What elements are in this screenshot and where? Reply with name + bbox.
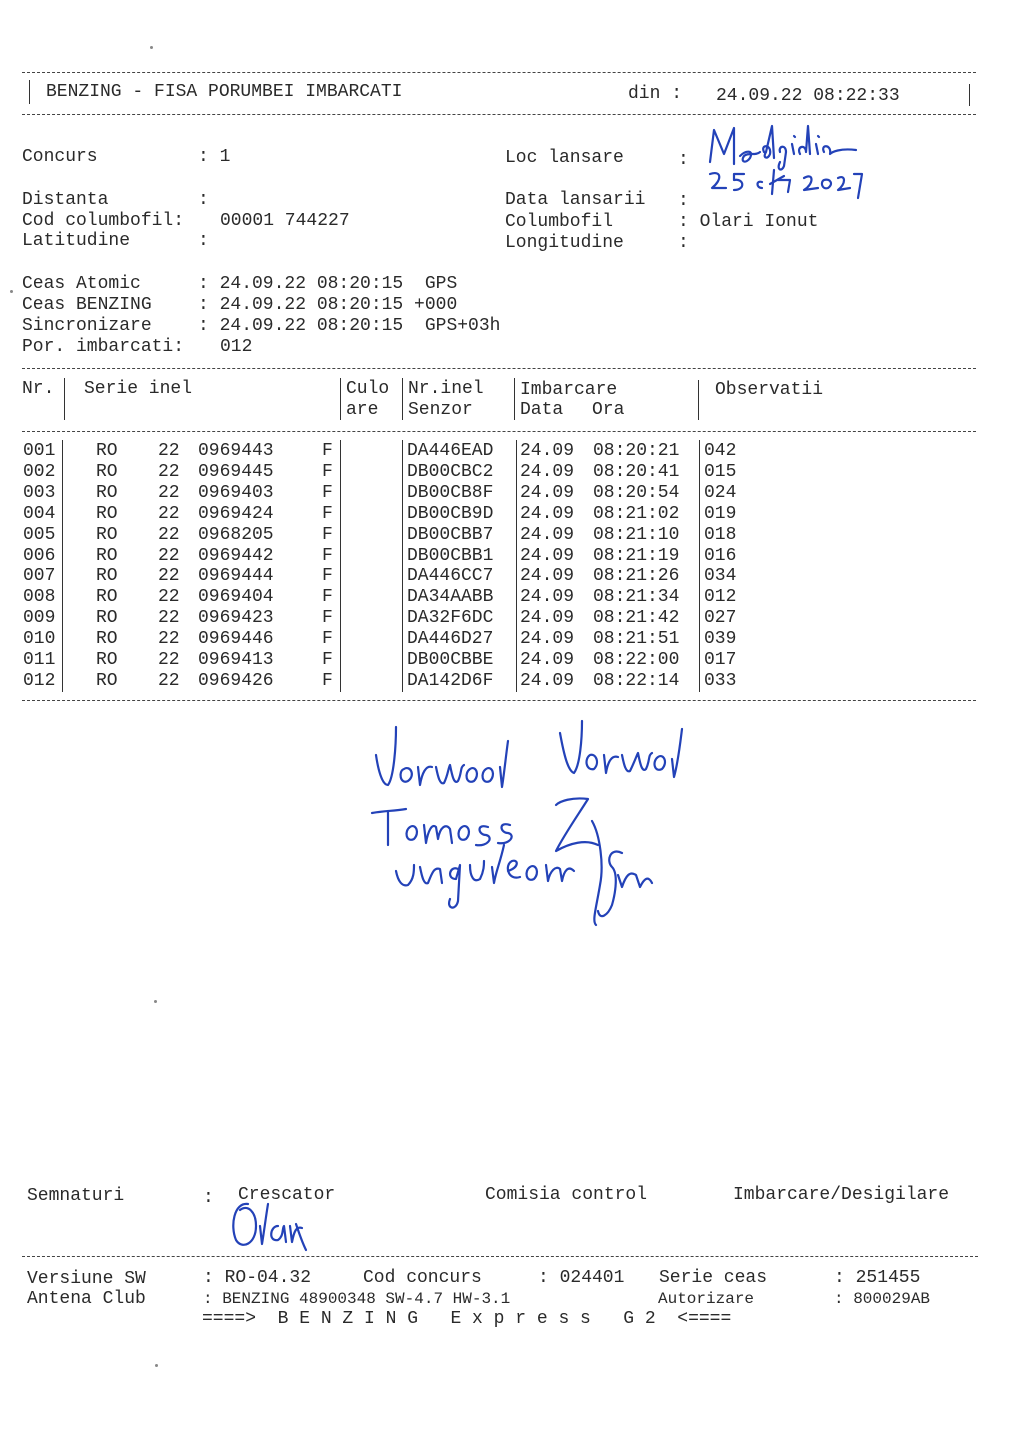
col-header-senzor: Senzor [408, 400, 473, 420]
cell-data: 24.09 [520, 545, 575, 566]
cell-senzor: DB00CB8F [407, 482, 494, 503]
ceas-atomic-value: : 24.09.22 08:20:15 GPS [198, 274, 458, 294]
cell-sex: F [322, 608, 333, 629]
loc-lansare-label: Loc lansare [505, 148, 624, 168]
cell-ora: 08:21:19 [593, 545, 680, 566]
scan-speck [154, 1000, 157, 1003]
cell-serie: 0968205 [198, 524, 274, 545]
antena-club-label: Antena Club [27, 1289, 146, 1309]
scan-speck [155, 1364, 158, 1367]
row-divider-culoare [340, 440, 341, 692]
cell-serie: 0969444 [198, 566, 274, 587]
cell-sex: F [322, 629, 333, 650]
cell-nr: 001 [23, 441, 56, 461]
columbofil-label: Columbofil [505, 212, 614, 232]
cell-nr: 007 [23, 566, 56, 587]
col-header-serie-inel: Serie inel [84, 379, 193, 399]
device-brand-line: ====> B E N Z I N G E x p r e s s G 2 <==== [202, 1309, 732, 1329]
cell-data: 24.09 [520, 482, 575, 503]
cell-nr: 004 [23, 503, 56, 524]
cell-nr: 008 [23, 587, 56, 608]
cell-sex: F [322, 650, 333, 670]
col-divider [698, 380, 699, 420]
versiune-sw-label: Versiune SW [27, 1269, 146, 1289]
ceas-atomic-label: Ceas Atomic [22, 274, 141, 294]
cell-observatii: 024 [704, 482, 737, 503]
cell-ora: 08:21:42 [593, 608, 680, 629]
cell-sex: F [322, 461, 333, 482]
cell-data: 24.09 [520, 608, 575, 629]
col-divider [514, 378, 515, 420]
columbofil-value: : Olari Ionut [678, 212, 819, 232]
cell-tara: RO [96, 545, 118, 566]
cell-data: 24.09 [520, 629, 575, 650]
cell-sex: F [322, 566, 333, 587]
col-divider [64, 378, 65, 420]
cell-an: 22 [158, 587, 180, 608]
cell-an: 22 [158, 650, 180, 670]
cell-serie: 0969403 [198, 482, 274, 503]
cell-tara: RO [96, 650, 118, 670]
cell-observatii: 015 [704, 461, 737, 482]
scan-speck [10, 290, 13, 293]
cell-nr: 005 [23, 524, 56, 545]
row-divider-culoare-end [402, 440, 403, 692]
ceas-benzing-label: Ceas BENZING [22, 295, 152, 315]
table-top-rule [22, 368, 976, 369]
col-header-culoare-2: are [346, 400, 379, 420]
commission-signatures [360, 715, 700, 930]
cell-sex: F [322, 441, 333, 461]
signature-tomoss-initial [556, 798, 602, 925]
crescator-label: Crescator [238, 1185, 336, 1205]
cell-tara: RO [96, 482, 118, 503]
imbarcare-desigilare-label: Imbarcare/Desigilare [733, 1185, 950, 1205]
latitudine-label: Latitudine [22, 231, 131, 251]
cell-sex: F [322, 482, 333, 503]
cell-observatii: 018 [704, 524, 737, 545]
col-header-culoare: Culo [346, 379, 390, 399]
cell-data: 24.09 [520, 524, 575, 545]
autorizare-label: Autorizare [658, 1290, 755, 1308]
cell-senzor: DB00CBBE [407, 650, 494, 670]
cell-sex: F [322, 670, 333, 691]
sincronizare-value: : 24.09.22 08:20:15 GPS+03h [198, 316, 501, 336]
cell-serie: 0969445 [198, 461, 274, 482]
row-divider-ora [699, 440, 700, 692]
cell-ora: 08:21:26 [593, 566, 680, 587]
longitudine-label: Longitudine [505, 233, 624, 253]
cell-senzor: DA34AABB [407, 587, 494, 608]
cell-serie: 0969426 [198, 670, 274, 691]
cod-concurs-value: : 024401 [538, 1268, 625, 1288]
cell-an: 22 [158, 670, 180, 691]
cod-columbofil-value: 00001 744227 [220, 211, 350, 231]
cell-senzor: DB00CBB1 [407, 545, 494, 566]
col-divider [402, 378, 403, 420]
cell-tara: RO [96, 670, 118, 691]
table-bottom-rule [22, 700, 976, 701]
loc-lansare-colon: : [678, 150, 689, 170]
serie-ceas-label: Serie ceas [659, 1268, 768, 1288]
cell-nr: 002 [23, 461, 56, 482]
print-date-value: 24.09.22 08:22:33 [716, 86, 900, 106]
autorizare-value: : 800029AB [834, 1290, 931, 1308]
cell-nr: 003 [23, 482, 56, 503]
cell-tara: RO [96, 503, 118, 524]
semnaturi-colon: : [203, 1188, 214, 1208]
cell-an: 22 [158, 545, 180, 566]
col-header-nr-inel: Nr.inel [408, 379, 484, 399]
cell-nr: 006 [23, 545, 56, 566]
cell-ora: 08:21:34 [593, 587, 680, 608]
cell-observatii: 017 [704, 650, 737, 670]
cell-ora: 08:20:54 [593, 482, 680, 503]
cell-senzor: DA32F6DC [407, 608, 494, 629]
cell-observatii: 019 [704, 503, 737, 524]
cod-concurs-label: Cod concurs [363, 1268, 482, 1288]
cell-an: 22 [158, 566, 180, 587]
sincronizare-label: Sincronizare [22, 316, 152, 336]
cell-senzor: DB00CBB7 [407, 524, 494, 545]
print-date-label: din : [628, 84, 683, 104]
header-bottom-rule [22, 114, 976, 115]
cell-ora: 08:20:21 [593, 441, 680, 461]
cell-tara: RO [96, 629, 118, 650]
distanta-label: Distanta [22, 190, 109, 210]
cell-serie: 0969442 [198, 545, 274, 566]
distanta-colon: : [198, 190, 209, 210]
por-imbarcati-label: Por. imbarcati: [22, 337, 185, 357]
cell-senzor: DA446CC7 [407, 566, 494, 587]
data-lansarii-colon: : [678, 191, 689, 211]
cell-sex: F [322, 587, 333, 608]
cell-serie: 0969443 [198, 441, 274, 461]
handwritten-loc-lansare [700, 122, 870, 212]
cell-sex: F [322, 503, 333, 524]
cell-serie: 0969404 [198, 587, 274, 608]
cell-observatii: 039 [704, 629, 737, 650]
cell-senzor: DB00CBC2 [407, 461, 494, 482]
concurs-value: : 1 [198, 147, 231, 167]
ceas-benzing-value: : 24.09.22 08:20:15 +000 [198, 295, 458, 315]
signature-tomoss [372, 809, 512, 845]
header-left-border [29, 80, 30, 104]
cell-data: 24.09 [520, 587, 575, 608]
cell-tara: RO [96, 524, 118, 545]
cell-tara: RO [96, 587, 118, 608]
row-divider-senzor [516, 440, 517, 692]
cell-an: 22 [158, 524, 180, 545]
cell-observatii: 033 [704, 670, 737, 691]
cell-tara: RO [96, 566, 118, 587]
footer-rule [22, 1256, 978, 1257]
cell-ora: 08:21:02 [593, 503, 680, 524]
versiune-sw-value: : RO-04.32 [203, 1268, 312, 1288]
cell-senzor: DA446D27 [407, 629, 494, 650]
cell-sex: F [322, 545, 333, 566]
cell-data: 24.09 [520, 461, 575, 482]
cell-sex: F [322, 524, 333, 545]
cell-data: 24.09 [520, 670, 575, 691]
cell-an: 22 [158, 608, 180, 629]
cell-ora: 08:22:14 [593, 670, 680, 691]
cell-an: 22 [158, 503, 180, 524]
longitudine-colon: : [678, 233, 689, 253]
col-header-observatii: Observatii [715, 380, 824, 400]
crescator-signature [226, 1196, 310, 1256]
data-lansarii-label: Data lansarii [505, 190, 646, 210]
cell-data: 24.09 [520, 441, 575, 461]
cell-serie: 0969424 [198, 503, 274, 524]
cell-observatii: 027 [704, 608, 737, 629]
cell-ora: 08:22:00 [593, 650, 680, 670]
concurs-label: Concurs [22, 147, 98, 167]
cell-observatii: 016 [704, 545, 737, 566]
col-header-nr: Nr. [22, 379, 55, 399]
signature-ungureanu-initial [598, 852, 652, 917]
cell-data: 24.09 [520, 503, 575, 524]
cell-nr: 010 [23, 629, 56, 650]
semnaturi-label: Semnaturi [27, 1186, 125, 1206]
cell-observatii: 042 [704, 441, 737, 461]
col-header-data: Data [520, 400, 564, 420]
cell-serie: 0969423 [198, 608, 274, 629]
cell-tara: RO [96, 461, 118, 482]
header-top-rule [22, 72, 976, 73]
col-header-imbarcare: Imbarcare [520, 380, 618, 400]
signature-vorvoor-2 [560, 721, 682, 777]
header-right-border [969, 84, 970, 106]
signature-ungureanu [396, 845, 574, 908]
signature-vorvoor-1 [376, 727, 508, 787]
cell-observatii: 034 [704, 566, 737, 587]
cell-ora: 08:21:10 [593, 524, 680, 545]
cell-an: 22 [158, 482, 180, 503]
antena-club-value: : BENZING 48900348 SW-4.7 HW-3.1 [203, 1290, 511, 1308]
cell-nr: 012 [23, 670, 56, 691]
cell-nr: 011 [23, 650, 56, 670]
scan-speck [150, 46, 153, 49]
cell-data: 24.09 [520, 566, 575, 587]
col-header-ora: Ora [592, 400, 625, 420]
table-header-rule [22, 431, 976, 432]
cell-ora: 08:21:51 [593, 629, 680, 650]
document-title: BENZING - FISA PORUMBEI IMBARCATI [46, 82, 403, 102]
cell-serie: 0969413 [198, 650, 274, 670]
cell-an: 22 [158, 629, 180, 650]
cell-senzor: DB00CB9D [407, 503, 494, 524]
cell-tara: RO [96, 441, 118, 461]
cell-senzor: DA142D6F [407, 670, 494, 691]
comisia-control-label: Comisia control [485, 1185, 648, 1205]
cell-an: 22 [158, 441, 180, 461]
cell-nr: 009 [23, 608, 56, 629]
cell-observatii: 012 [704, 587, 737, 608]
row-divider-nr [62, 440, 63, 692]
cell-ora: 08:20:41 [593, 461, 680, 482]
latitudine-colon: : [198, 231, 209, 251]
cell-an: 22 [158, 461, 180, 482]
cell-data: 24.09 [520, 650, 575, 670]
col-divider [340, 378, 341, 420]
cell-tara: RO [96, 608, 118, 629]
cod-columbofil-label: Cod columbofil: [22, 211, 185, 231]
por-imbarcati-value: 012 [220, 337, 253, 357]
serie-ceas-value: : 251455 [834, 1268, 921, 1288]
cell-senzor: DA446EAD [407, 441, 494, 461]
cell-serie: 0969446 [198, 629, 274, 650]
